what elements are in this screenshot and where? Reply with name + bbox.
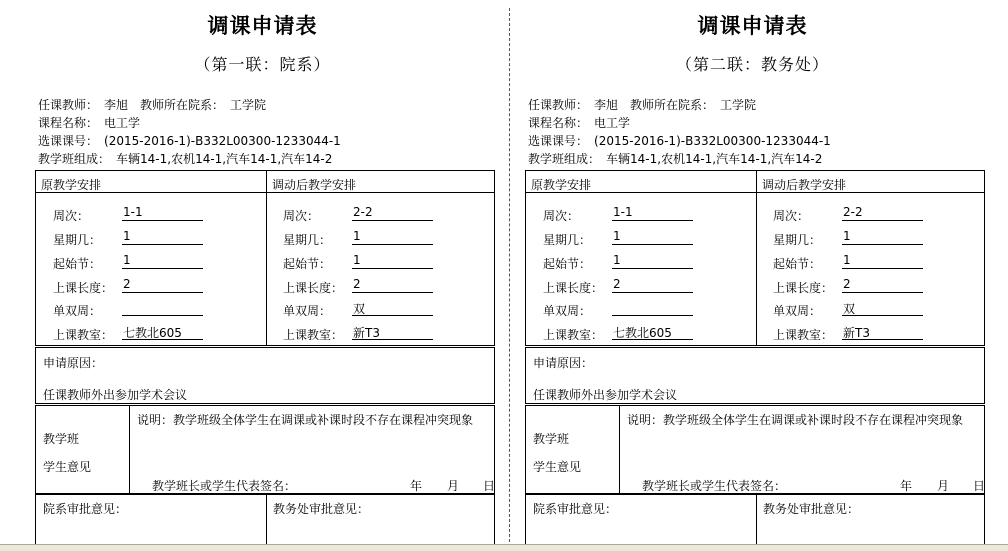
orig-schedule-header: 原教学安排 <box>531 178 592 192</box>
orig-schedule-header: 原教学安排 <box>41 178 102 192</box>
new-weekday-value: 1 <box>842 229 923 245</box>
orig-odd-even-value <box>612 300 693 316</box>
new-week-label: 周次： <box>773 209 810 223</box>
new-weekday-label: 星期几： <box>283 233 332 247</box>
form-copy-department <box>30 0 495 545</box>
student-column-divider <box>619 406 620 493</box>
course-label: 课程名称： <box>528 116 589 130</box>
new-schedule-header: 调动后教学安排 <box>762 178 847 192</box>
schedule-table <box>525 170 985 346</box>
course-no-value: (2015-2016-1)-B332L00300-1233044-1 <box>104 134 341 148</box>
odd-even-label: 单双周： <box>543 304 592 318</box>
course-no-label: 选课课号： <box>528 134 589 148</box>
week-label: 周次： <box>53 209 90 223</box>
classes-line <box>528 150 822 167</box>
new-odd-even-value: 双 <box>352 300 433 316</box>
form-subtitle: （第一联：院系） <box>194 55 331 74</box>
orig-start-value: 1 <box>612 253 693 269</box>
new-start-label: 起始节： <box>773 257 822 271</box>
teacher-info-line <box>38 96 266 113</box>
student-opinion-label-line1: 教学班 <box>43 432 80 446</box>
new-room-label: 上课教室： <box>283 328 344 342</box>
form-copy-academic-office <box>520 0 985 545</box>
schedule-header-row <box>36 171 494 193</box>
new-room-value: 新T3 <box>842 324 923 340</box>
reason-box <box>525 347 985 404</box>
dept-approval-label: 院系审批意见： <box>43 502 128 516</box>
new-start-label: 起始节： <box>283 257 332 271</box>
dept-approval-label: 院系审批意见： <box>533 502 618 516</box>
start-label: 起始节： <box>543 257 592 271</box>
orig-weekday-value: 1 <box>612 229 693 245</box>
month-label: 月 <box>937 479 950 493</box>
dept-value: 工学院 <box>720 98 757 112</box>
start-label: 起始节： <box>53 257 102 271</box>
new-room-value: 新T3 <box>352 324 433 340</box>
new-odd-even-label: 单双周： <box>773 304 822 318</box>
student-note: 说明：教学班级全体学生在调课或补课时段不存在课程冲突现象 <box>137 413 474 427</box>
schedule-column-divider <box>756 171 757 345</box>
form-subtitle: （第二联：教务处） <box>675 55 829 74</box>
course-label: 课程名称： <box>38 116 99 130</box>
new-length-label: 上课长度： <box>773 281 834 295</box>
length-label: 上课长度： <box>543 281 604 295</box>
new-week-value: 2-2 <box>352 205 433 221</box>
length-label: 上课长度： <box>53 281 114 295</box>
month-label: 月 <box>447 479 460 493</box>
office-approval-label: 教务处审批意见： <box>273 502 370 516</box>
course-value: 电工学 <box>594 116 631 130</box>
dashed-cut-line <box>509 8 510 542</box>
reason-text: 任课教师外出参加学术会议 <box>533 388 678 402</box>
student-opinion-label-line2: 学生意见 <box>43 460 92 474</box>
student-column-divider <box>129 406 130 493</box>
room-label: 上课教室： <box>543 328 604 342</box>
dept-label: 教师所在院系： <box>630 98 715 112</box>
orig-room-value: 七教北605 <box>122 324 203 340</box>
student-opinion-label-line2: 学生意见 <box>533 460 582 474</box>
new-weekday-value: 1 <box>352 229 433 245</box>
new-odd-even-label: 单双周： <box>283 304 332 318</box>
teacher-value: 李旭 <box>594 98 619 112</box>
course-no-value: (2015-2016-1)-B332L00300-1233044-1 <box>594 134 831 148</box>
new-length-value: 2 <box>842 277 923 293</box>
course-no-line <box>528 132 831 149</box>
schedule-table <box>35 170 495 346</box>
reason-box <box>35 347 495 404</box>
orig-room-value: 七教北605 <box>612 324 693 340</box>
teacher-value: 李旭 <box>104 98 129 112</box>
dept-value: 工学院 <box>230 98 267 112</box>
new-week-label: 周次： <box>283 209 320 223</box>
schedule-header-row <box>526 171 984 193</box>
approval-box <box>35 494 495 546</box>
orig-week-value: 1-1 <box>122 205 203 221</box>
orig-week-value: 1-1 <box>612 205 693 221</box>
teacher-label: 任课教师： <box>528 98 589 112</box>
new-start-value: 1 <box>842 253 923 269</box>
form-title: 调课申请表 <box>207 14 318 38</box>
office-approval-label: 教务处审批意见： <box>763 502 860 516</box>
new-weekday-label: 星期几： <box>773 233 822 247</box>
student-opinion-label-line1: 教学班 <box>533 432 570 446</box>
new-week-value: 2-2 <box>842 205 923 221</box>
course-no-line <box>38 132 341 149</box>
room-label: 上课教室： <box>53 328 114 342</box>
classes-value: 车辆14-1,农机14-1,汽车14-1,汽车14-2 <box>116 152 333 166</box>
new-start-value: 1 <box>352 253 433 269</box>
orig-weekday-value: 1 <box>122 229 203 245</box>
approval-box <box>525 494 985 546</box>
orig-odd-even-value <box>122 300 203 316</box>
dept-label: 教师所在院系： <box>140 98 225 112</box>
course-no-label: 选课课号： <box>38 134 99 148</box>
new-length-label: 上课长度： <box>283 281 344 295</box>
classes-label: 教学班组成： <box>38 152 111 166</box>
course-info-line <box>528 114 630 131</box>
student-opinion-box <box>35 405 495 494</box>
day-label: 日 <box>483 479 496 493</box>
new-length-value: 2 <box>352 277 433 293</box>
classes-value: 车辆14-1,农机14-1,汽车14-1,汽车14-2 <box>606 152 823 166</box>
teacher-info-line <box>528 96 756 113</box>
new-schedule-header: 调动后教学安排 <box>272 178 357 192</box>
weekday-label: 星期几： <box>543 233 592 247</box>
orig-start-value: 1 <box>122 253 203 269</box>
classes-line <box>38 150 332 167</box>
course-info-line <box>38 114 140 131</box>
weekday-label: 星期几： <box>53 233 102 247</box>
approval-column-divider <box>756 495 757 546</box>
year-label: 年 <box>900 479 913 493</box>
orig-length-value: 2 <box>612 277 693 293</box>
reason-text: 任课教师外出参加学术会议 <box>43 388 188 402</box>
course-value: 电工学 <box>104 116 141 130</box>
new-odd-even-value: 双 <box>842 300 923 316</box>
year-label: 年 <box>410 479 423 493</box>
new-room-label: 上课教室： <box>773 328 834 342</box>
student-opinion-box <box>525 405 985 494</box>
form-title: 调课申请表 <box>697 14 808 38</box>
orig-length-value: 2 <box>122 277 203 293</box>
schedule-column-divider <box>266 171 267 345</box>
reason-label: 申请原因： <box>43 356 104 370</box>
odd-even-label: 单双周： <box>53 304 102 318</box>
teacher-label: 任课教师： <box>38 98 99 112</box>
day-label: 日 <box>973 479 986 493</box>
reason-label: 申请原因： <box>533 356 594 370</box>
approval-column-divider <box>266 495 267 546</box>
student-note: 说明：教学班级全体学生在调课或补课时段不存在课程冲突现象 <box>627 413 964 427</box>
classes-label: 教学班组成： <box>528 152 601 166</box>
student-signature-label: 教学班长或学生代表签名： <box>642 479 787 493</box>
student-signature-label: 教学班长或学生代表签名： <box>152 479 297 493</box>
week-label: 周次： <box>543 209 580 223</box>
